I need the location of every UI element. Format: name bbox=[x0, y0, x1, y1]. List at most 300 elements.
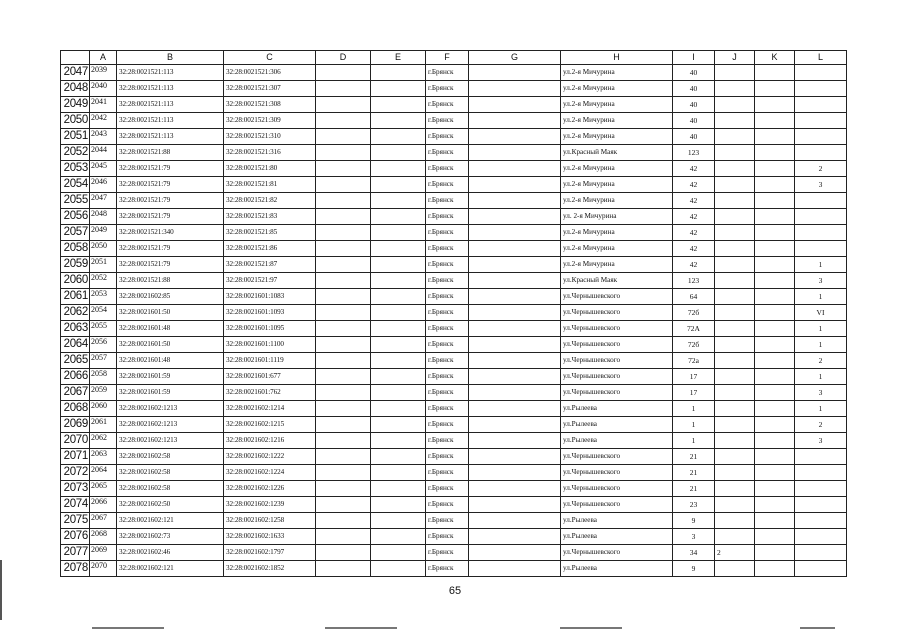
cell-l[interactable] bbox=[795, 497, 847, 513]
cell-l[interactable] bbox=[795, 129, 847, 145]
cell-f[interactable]: г.Брянск bbox=[426, 193, 469, 209]
cell-e[interactable] bbox=[371, 417, 426, 433]
cell-k[interactable] bbox=[755, 305, 795, 321]
cell-d[interactable] bbox=[316, 209, 371, 225]
cell-d[interactable] bbox=[316, 257, 371, 273]
cell-c[interactable]: 32:28:0021601:1083 bbox=[224, 289, 316, 305]
cell-l[interactable]: 2 bbox=[795, 353, 847, 369]
row-number[interactable]: 2051 bbox=[61, 129, 90, 145]
cell-h[interactable]: ул.Чернышевского bbox=[561, 465, 673, 481]
cell-k[interactable] bbox=[755, 433, 795, 449]
cell-l[interactable] bbox=[795, 145, 847, 161]
cell-k[interactable] bbox=[755, 273, 795, 289]
cell-g[interactable] bbox=[469, 241, 561, 257]
row-number[interactable]: 2059 bbox=[61, 257, 90, 273]
cell-k[interactable] bbox=[755, 321, 795, 337]
cell-h[interactable]: ул.Рылеева bbox=[561, 433, 673, 449]
cell-a[interactable]: 2050 bbox=[90, 241, 117, 257]
cell-i[interactable]: 72б bbox=[673, 305, 715, 321]
cell-h[interactable]: ул. 2-я Мичурина bbox=[561, 209, 673, 225]
cell-b[interactable]: 32:28:0021521:79 bbox=[117, 209, 224, 225]
cell-f[interactable]: г.Брянск bbox=[426, 241, 469, 257]
cell-i[interactable]: 123 bbox=[673, 273, 715, 289]
cell-c[interactable]: 32:28:0021521:81 bbox=[224, 177, 316, 193]
cell-a[interactable]: 2039 bbox=[90, 65, 117, 81]
cell-d[interactable] bbox=[316, 65, 371, 81]
cell-e[interactable] bbox=[371, 177, 426, 193]
cell-c[interactable]: 32:28:0021521:83 bbox=[224, 209, 316, 225]
cell-d[interactable] bbox=[316, 401, 371, 417]
cell-e[interactable] bbox=[371, 225, 426, 241]
cell-f[interactable]: г.Брянск bbox=[426, 497, 469, 513]
cell-i[interactable]: 40 bbox=[673, 113, 715, 129]
cell-d[interactable] bbox=[316, 305, 371, 321]
cell-g[interactable] bbox=[469, 337, 561, 353]
cell-k[interactable] bbox=[755, 257, 795, 273]
cell-j[interactable] bbox=[715, 417, 755, 433]
cell-c[interactable]: 32:28:0021601:1095 bbox=[224, 321, 316, 337]
cell-h[interactable]: ул.Чернышевского bbox=[561, 321, 673, 337]
cell-e[interactable] bbox=[371, 257, 426, 273]
cell-d[interactable] bbox=[316, 161, 371, 177]
cell-j[interactable] bbox=[715, 241, 755, 257]
cell-l[interactable] bbox=[795, 481, 847, 497]
cell-b[interactable]: 32:28:0021601:50 bbox=[117, 305, 224, 321]
cell-h[interactable]: ул.Чернышевского bbox=[561, 481, 673, 497]
cell-c[interactable]: 32:28:0021521:310 bbox=[224, 129, 316, 145]
cell-l[interactable] bbox=[795, 113, 847, 129]
cell-c[interactable]: 32:28:0021521:307 bbox=[224, 81, 316, 97]
cell-k[interactable] bbox=[755, 353, 795, 369]
column-header[interactable]: E bbox=[371, 51, 426, 65]
cell-g[interactable] bbox=[469, 209, 561, 225]
cell-i[interactable]: 1 bbox=[673, 433, 715, 449]
cell-i[interactable]: 1 bbox=[673, 417, 715, 433]
cell-f[interactable]: г.Брянск bbox=[426, 257, 469, 273]
cell-a[interactable]: 2066 bbox=[90, 497, 117, 513]
cell-k[interactable] bbox=[755, 513, 795, 529]
cell-e[interactable] bbox=[371, 529, 426, 545]
cell-l[interactable]: 1 bbox=[795, 369, 847, 385]
column-header[interactable]: J bbox=[715, 51, 755, 65]
cell-j[interactable] bbox=[715, 273, 755, 289]
cell-d[interactable] bbox=[316, 113, 371, 129]
cell-b[interactable]: 32:28:0021601:48 bbox=[117, 321, 224, 337]
cell-g[interactable] bbox=[469, 305, 561, 321]
cell-k[interactable] bbox=[755, 417, 795, 433]
cell-b[interactable]: 32:28:0021521:113 bbox=[117, 97, 224, 113]
cell-c[interactable]: 32:28:0021521:309 bbox=[224, 113, 316, 129]
corner-header[interactable] bbox=[61, 51, 90, 65]
cell-k[interactable] bbox=[755, 337, 795, 353]
cell-a[interactable]: 2058 bbox=[90, 369, 117, 385]
cell-a[interactable]: 2069 bbox=[90, 545, 117, 561]
column-header[interactable]: I bbox=[673, 51, 715, 65]
cell-e[interactable] bbox=[371, 385, 426, 401]
cell-i[interactable]: 1 bbox=[673, 401, 715, 417]
cell-i[interactable]: 42 bbox=[673, 225, 715, 241]
row-number[interactable]: 2062 bbox=[61, 305, 90, 321]
cell-b[interactable]: 32:28:0021602:73 bbox=[117, 529, 224, 545]
cell-j[interactable] bbox=[715, 81, 755, 97]
cell-d[interactable] bbox=[316, 481, 371, 497]
cell-j[interactable] bbox=[715, 209, 755, 225]
cell-g[interactable] bbox=[469, 513, 561, 529]
cell-g[interactable] bbox=[469, 321, 561, 337]
cell-e[interactable] bbox=[371, 113, 426, 129]
cell-f[interactable]: г.Брянск bbox=[426, 225, 469, 241]
cell-b[interactable]: 32:28:0021602:46 bbox=[117, 545, 224, 561]
cell-a[interactable]: 2057 bbox=[90, 353, 117, 369]
row-number[interactable]: 2048 bbox=[61, 81, 90, 97]
cell-c[interactable]: 32:28:0021521:97 bbox=[224, 273, 316, 289]
cell-l[interactable]: 1 bbox=[795, 289, 847, 305]
cell-c[interactable]: 32:28:0021521:306 bbox=[224, 65, 316, 81]
row-number[interactable]: 2071 bbox=[61, 449, 90, 465]
cell-f[interactable]: г.Брянск bbox=[426, 129, 469, 145]
cell-a[interactable]: 2046 bbox=[90, 177, 117, 193]
row-number[interactable]: 2067 bbox=[61, 385, 90, 401]
cell-f[interactable]: г.Брянск bbox=[426, 65, 469, 81]
cell-j[interactable] bbox=[715, 369, 755, 385]
cell-a[interactable]: 2045 bbox=[90, 161, 117, 177]
cell-c[interactable]: 32:28:0021602:1215 bbox=[224, 417, 316, 433]
cell-g[interactable] bbox=[469, 433, 561, 449]
row-number[interactable]: 2056 bbox=[61, 209, 90, 225]
cell-j[interactable]: 2 bbox=[715, 545, 755, 561]
cell-b[interactable]: 32:28:0021521:113 bbox=[117, 81, 224, 97]
row-number[interactable]: 2047 bbox=[61, 65, 90, 81]
cell-i[interactable]: 40 bbox=[673, 65, 715, 81]
cell-k[interactable] bbox=[755, 401, 795, 417]
cell-b[interactable]: 32:28:0021521:340 bbox=[117, 225, 224, 241]
cell-g[interactable] bbox=[469, 465, 561, 481]
cell-c[interactable]: 32:28:0021521:85 bbox=[224, 225, 316, 241]
cell-h[interactable]: ул.2-я Мичурина bbox=[561, 81, 673, 97]
cell-c[interactable]: 32:28:0021602:1797 bbox=[224, 545, 316, 561]
cell-k[interactable] bbox=[755, 561, 795, 577]
cell-f[interactable]: г.Брянск bbox=[426, 305, 469, 321]
cell-d[interactable] bbox=[316, 417, 371, 433]
cell-k[interactable] bbox=[755, 241, 795, 257]
cell-f[interactable]: г.Брянск bbox=[426, 385, 469, 401]
cell-l[interactable] bbox=[795, 209, 847, 225]
cell-j[interactable] bbox=[715, 193, 755, 209]
cell-a[interactable]: 2041 bbox=[90, 97, 117, 113]
cell-a[interactable]: 2042 bbox=[90, 113, 117, 129]
cell-j[interactable] bbox=[715, 289, 755, 305]
cell-h[interactable]: ул.Чернышевского bbox=[561, 449, 673, 465]
cell-g[interactable] bbox=[469, 273, 561, 289]
cell-e[interactable] bbox=[371, 433, 426, 449]
cell-g[interactable] bbox=[469, 385, 561, 401]
cell-h[interactable]: ул.2-я Мичурина bbox=[561, 129, 673, 145]
row-number[interactable]: 2072 bbox=[61, 465, 90, 481]
cell-l[interactable] bbox=[795, 545, 847, 561]
column-header[interactable]: C bbox=[224, 51, 316, 65]
cell-i[interactable]: 42 bbox=[673, 177, 715, 193]
cell-g[interactable] bbox=[469, 561, 561, 577]
cell-l[interactable] bbox=[795, 81, 847, 97]
cell-e[interactable] bbox=[371, 497, 426, 513]
cell-j[interactable] bbox=[715, 129, 755, 145]
cell-l[interactable]: 1 bbox=[795, 401, 847, 417]
cell-f[interactable]: г.Брянск bbox=[426, 337, 469, 353]
cell-d[interactable] bbox=[316, 225, 371, 241]
cell-b[interactable]: 32:28:0021521:88 bbox=[117, 145, 224, 161]
cell-k[interactable] bbox=[755, 129, 795, 145]
cell-j[interactable] bbox=[715, 513, 755, 529]
cell-e[interactable] bbox=[371, 193, 426, 209]
cell-a[interactable]: 2054 bbox=[90, 305, 117, 321]
cell-g[interactable] bbox=[469, 529, 561, 545]
cell-h[interactable]: ул.Рылеева bbox=[561, 417, 673, 433]
cell-h[interactable]: ул.Рылеева bbox=[561, 529, 673, 545]
row-number[interactable]: 2078 bbox=[61, 561, 90, 577]
cell-h[interactable]: ул.2-я Мичурина bbox=[561, 113, 673, 129]
cell-l[interactable] bbox=[795, 193, 847, 209]
column-header[interactable]: K bbox=[755, 51, 795, 65]
column-header[interactable]: D bbox=[316, 51, 371, 65]
cell-j[interactable] bbox=[715, 177, 755, 193]
row-number[interactable]: 2075 bbox=[61, 513, 90, 529]
cell-b[interactable]: 32:28:0021602:50 bbox=[117, 497, 224, 513]
cell-d[interactable] bbox=[316, 545, 371, 561]
cell-l[interactable]: 1 bbox=[795, 321, 847, 337]
cell-g[interactable] bbox=[469, 129, 561, 145]
cell-c[interactable]: 32:28:0021521:308 bbox=[224, 97, 316, 113]
cell-j[interactable] bbox=[715, 385, 755, 401]
cell-a[interactable]: 2048 bbox=[90, 209, 117, 225]
cell-a[interactable]: 2070 bbox=[90, 561, 117, 577]
cell-e[interactable] bbox=[371, 145, 426, 161]
cell-h[interactable]: ул.2-я Мичурина bbox=[561, 193, 673, 209]
cell-l[interactable] bbox=[795, 513, 847, 529]
cell-j[interactable] bbox=[715, 225, 755, 241]
cell-f[interactable]: г.Брянск bbox=[426, 273, 469, 289]
cell-b[interactable]: 32:28:0021521:79 bbox=[117, 257, 224, 273]
cell-i[interactable]: 123 bbox=[673, 145, 715, 161]
cell-e[interactable] bbox=[371, 561, 426, 577]
cell-i[interactable]: 42 bbox=[673, 193, 715, 209]
cell-c[interactable]: 32:28:0021521:80 bbox=[224, 161, 316, 177]
cell-d[interactable] bbox=[316, 241, 371, 257]
cell-b[interactable]: 32:28:0021521:113 bbox=[117, 113, 224, 129]
cell-d[interactable] bbox=[316, 193, 371, 209]
cell-b[interactable]: 32:28:0021601:48 bbox=[117, 353, 224, 369]
cell-a[interactable]: 2067 bbox=[90, 513, 117, 529]
cell-i[interactable]: 21 bbox=[673, 449, 715, 465]
cell-g[interactable] bbox=[469, 177, 561, 193]
cell-g[interactable] bbox=[469, 449, 561, 465]
cell-k[interactable] bbox=[755, 529, 795, 545]
cell-b[interactable]: 32:28:0021602:1213 bbox=[117, 401, 224, 417]
cell-i[interactable]: 42 bbox=[673, 161, 715, 177]
cell-k[interactable] bbox=[755, 209, 795, 225]
cell-b[interactable]: 32:28:0021602:58 bbox=[117, 465, 224, 481]
cell-j[interactable] bbox=[715, 465, 755, 481]
cell-c[interactable]: 32:28:0021601:677 bbox=[224, 369, 316, 385]
cell-d[interactable] bbox=[316, 513, 371, 529]
cell-a[interactable]: 2063 bbox=[90, 449, 117, 465]
cell-e[interactable] bbox=[371, 545, 426, 561]
cell-b[interactable]: 32:28:0021521:79 bbox=[117, 177, 224, 193]
cell-b[interactable]: 32:28:0021602:85 bbox=[117, 289, 224, 305]
cell-l[interactable]: VI bbox=[795, 305, 847, 321]
cell-b[interactable]: 32:28:0021521:79 bbox=[117, 161, 224, 177]
cell-d[interactable] bbox=[316, 81, 371, 97]
cell-h[interactable]: ул.Чернышевского bbox=[561, 385, 673, 401]
cell-d[interactable] bbox=[316, 369, 371, 385]
cell-e[interactable] bbox=[371, 161, 426, 177]
cell-g[interactable] bbox=[469, 369, 561, 385]
cell-c[interactable]: 32:28:0021602:1226 bbox=[224, 481, 316, 497]
cell-f[interactable]: г.Брянск bbox=[426, 417, 469, 433]
cell-d[interactable] bbox=[316, 465, 371, 481]
cell-b[interactable]: 32:28:0021602:58 bbox=[117, 481, 224, 497]
cell-d[interactable] bbox=[316, 449, 371, 465]
cell-d[interactable] bbox=[316, 129, 371, 145]
cell-h[interactable]: ул.Рылеева bbox=[561, 513, 673, 529]
cell-i[interactable]: 64 bbox=[673, 289, 715, 305]
row-number[interactable]: 2073 bbox=[61, 481, 90, 497]
row-number[interactable]: 2057 bbox=[61, 225, 90, 241]
cell-k[interactable] bbox=[755, 177, 795, 193]
cell-k[interactable] bbox=[755, 81, 795, 97]
row-number[interactable]: 2049 bbox=[61, 97, 90, 113]
cell-k[interactable] bbox=[755, 545, 795, 561]
cell-k[interactable] bbox=[755, 385, 795, 401]
cell-c[interactable]: 32:28:0021521:82 bbox=[224, 193, 316, 209]
cell-h[interactable]: ул.Рылеева bbox=[561, 561, 673, 577]
cell-j[interactable] bbox=[715, 161, 755, 177]
cell-i[interactable]: 17 bbox=[673, 369, 715, 385]
cell-c[interactable]: 32:28:0021601:1100 bbox=[224, 337, 316, 353]
cell-k[interactable] bbox=[755, 369, 795, 385]
cell-d[interactable] bbox=[316, 273, 371, 289]
cell-g[interactable] bbox=[469, 81, 561, 97]
cell-l[interactable] bbox=[795, 561, 847, 577]
cell-h[interactable]: ул.Чернышевского bbox=[561, 305, 673, 321]
cell-h[interactable]: ул.2-я Мичурина bbox=[561, 161, 673, 177]
cell-i[interactable]: 21 bbox=[673, 465, 715, 481]
cell-g[interactable] bbox=[469, 193, 561, 209]
cell-h[interactable]: ул.Рылеева bbox=[561, 401, 673, 417]
cell-f[interactable]: г.Брянск bbox=[426, 209, 469, 225]
cell-i[interactable]: 72а bbox=[673, 353, 715, 369]
cell-g[interactable] bbox=[469, 481, 561, 497]
cell-c[interactable]: 32:28:0021602:1216 bbox=[224, 433, 316, 449]
cell-c[interactable]: 32:28:0021602:1239 bbox=[224, 497, 316, 513]
cell-f[interactable]: г.Брянск bbox=[426, 177, 469, 193]
row-number[interactable]: 2076 bbox=[61, 529, 90, 545]
cell-f[interactable]: г.Брянск bbox=[426, 289, 469, 305]
cell-a[interactable]: 2061 bbox=[90, 417, 117, 433]
cell-e[interactable] bbox=[371, 353, 426, 369]
cell-j[interactable] bbox=[715, 97, 755, 113]
cell-f[interactable]: г.Брянск bbox=[426, 113, 469, 129]
cell-a[interactable]: 2051 bbox=[90, 257, 117, 273]
cell-d[interactable] bbox=[316, 561, 371, 577]
cell-e[interactable] bbox=[371, 289, 426, 305]
cell-e[interactable] bbox=[371, 401, 426, 417]
row-number[interactable]: 2065 bbox=[61, 353, 90, 369]
cell-j[interactable] bbox=[715, 337, 755, 353]
cell-l[interactable] bbox=[795, 449, 847, 465]
cell-i[interactable]: 42 bbox=[673, 209, 715, 225]
cell-g[interactable] bbox=[469, 145, 561, 161]
cell-i[interactable]: 40 bbox=[673, 97, 715, 113]
cell-b[interactable]: 32:28:0021602:1213 bbox=[117, 417, 224, 433]
cell-h[interactable]: ул.2-я Мичурина bbox=[561, 257, 673, 273]
cell-d[interactable] bbox=[316, 337, 371, 353]
cell-a[interactable]: 2047 bbox=[90, 193, 117, 209]
cell-h[interactable]: ул.Чернышевского bbox=[561, 289, 673, 305]
row-number[interactable]: 2070 bbox=[61, 433, 90, 449]
cell-c[interactable]: 32:28:0021602:1214 bbox=[224, 401, 316, 417]
cell-h[interactable]: ул.2-я Мичурина bbox=[561, 65, 673, 81]
column-header[interactable]: B bbox=[117, 51, 224, 65]
cell-b[interactable]: 32:28:0021602:58 bbox=[117, 449, 224, 465]
cell-h[interactable]: ул.Чернышевского bbox=[561, 353, 673, 369]
row-number[interactable]: 2061 bbox=[61, 289, 90, 305]
cell-j[interactable] bbox=[715, 65, 755, 81]
row-number[interactable]: 2050 bbox=[61, 113, 90, 129]
cell-j[interactable] bbox=[715, 113, 755, 129]
cell-l[interactable] bbox=[795, 241, 847, 257]
cell-d[interactable] bbox=[316, 145, 371, 161]
cell-k[interactable] bbox=[755, 289, 795, 305]
cell-g[interactable] bbox=[469, 497, 561, 513]
cell-k[interactable] bbox=[755, 465, 795, 481]
cell-j[interactable] bbox=[715, 449, 755, 465]
cell-l[interactable] bbox=[795, 65, 847, 81]
cell-a[interactable]: 2064 bbox=[90, 465, 117, 481]
row-number[interactable]: 2064 bbox=[61, 337, 90, 353]
cell-e[interactable] bbox=[371, 513, 426, 529]
cell-f[interactable]: г.Брянск bbox=[426, 353, 469, 369]
row-number[interactable]: 2074 bbox=[61, 497, 90, 513]
cell-f[interactable]: г.Брянск bbox=[426, 161, 469, 177]
cell-a[interactable]: 2068 bbox=[90, 529, 117, 545]
cell-d[interactable] bbox=[316, 97, 371, 113]
cell-l[interactable] bbox=[795, 97, 847, 113]
cell-a[interactable]: 2059 bbox=[90, 385, 117, 401]
cell-f[interactable]: г.Брянск bbox=[426, 449, 469, 465]
cell-g[interactable] bbox=[469, 353, 561, 369]
cell-i[interactable]: 42 bbox=[673, 241, 715, 257]
cell-l[interactable] bbox=[795, 465, 847, 481]
cell-k[interactable] bbox=[755, 449, 795, 465]
cell-h[interactable]: ул.Красный Маяк bbox=[561, 273, 673, 289]
cell-b[interactable]: 32:28:0021521:113 bbox=[117, 129, 224, 145]
cell-e[interactable] bbox=[371, 81, 426, 97]
cell-f[interactable]: г.Брянск bbox=[426, 465, 469, 481]
row-number[interactable]: 2055 bbox=[61, 193, 90, 209]
cell-b[interactable]: 32:28:0021602:121 bbox=[117, 561, 224, 577]
cell-a[interactable]: 2065 bbox=[90, 481, 117, 497]
cell-k[interactable] bbox=[755, 481, 795, 497]
cell-j[interactable] bbox=[715, 353, 755, 369]
cell-i[interactable]: 3 bbox=[673, 529, 715, 545]
cell-e[interactable] bbox=[371, 481, 426, 497]
cell-j[interactable] bbox=[715, 497, 755, 513]
cell-k[interactable] bbox=[755, 497, 795, 513]
cell-c[interactable]: 32:28:0021602:1258 bbox=[224, 513, 316, 529]
cell-l[interactable]: 3 bbox=[795, 177, 847, 193]
cell-c[interactable]: 32:28:0021602:1633 bbox=[224, 529, 316, 545]
cell-i[interactable]: 9 bbox=[673, 513, 715, 529]
